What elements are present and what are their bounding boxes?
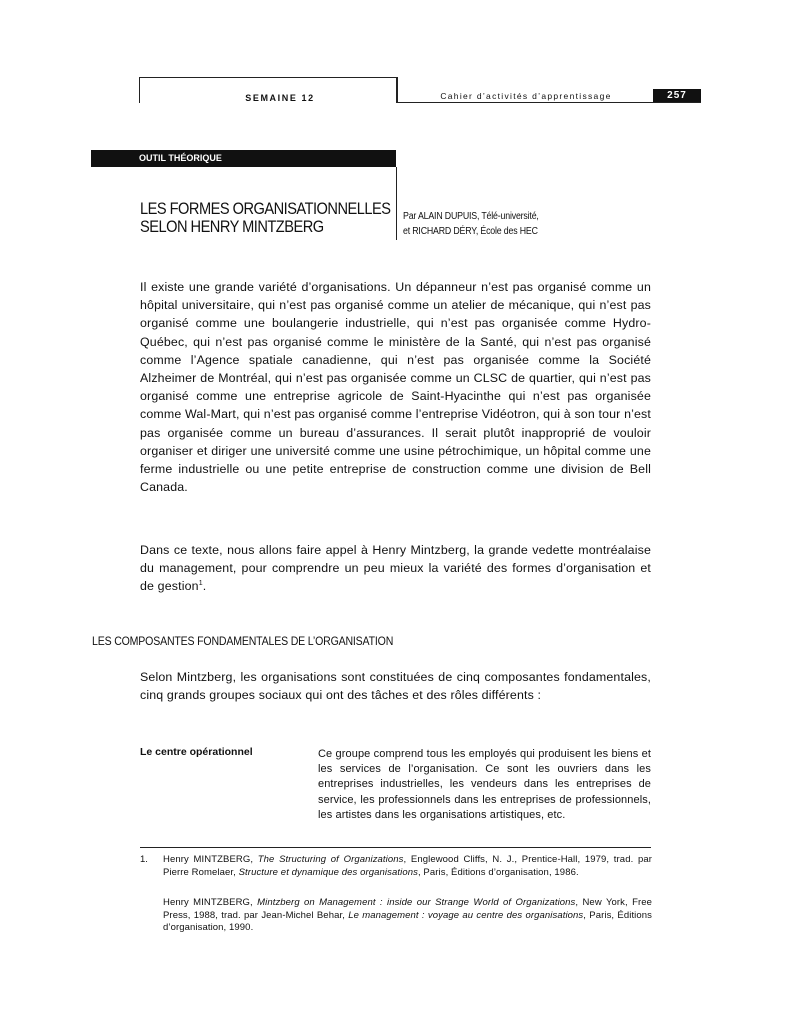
fn2-translated-title: Le management : voyage au centre des organisations xyxy=(348,909,584,921)
fn1-author: Henry MINTZBERG, xyxy=(163,854,258,865)
article-title xyxy=(140,199,391,236)
fn2-author: Henry MINTZBERG, xyxy=(163,897,258,908)
header-divider xyxy=(396,77,398,103)
definition-text: Ce groupe comprend tous les employés qui produisent les biens et les services de l’organisation. Ce sont les ouvriers dans les entreprises industrielles, les vendeurs dans les entreprises de service, les professionnels dans les entreprises de professionnels, les artistes dans les organisations artistiques, etc. xyxy=(318,748,651,821)
footnote-reference-2 xyxy=(163,897,652,935)
section-bar-label: OUTIL THÉORIQUE xyxy=(139,153,222,163)
footnote-marker: 1. xyxy=(140,854,148,865)
paragraph-2-end: . xyxy=(202,579,207,594)
byline-line-1: Par ALAIN DUPUIS, Télé-université, xyxy=(403,211,539,222)
book-title: Cahier d’activités d’apprentissage xyxy=(440,91,612,101)
fn2-end: , Paris, Éditions d’organisation, 1990. xyxy=(163,909,653,934)
section-subheading: LES COMPOSANTES FONDAMENTALES DE L’ORGANISATION xyxy=(92,634,394,648)
paragraph-1: Il existe une grande variété d’organisations. Un dépanneur n’est pas organisé comme un hôpital universitaire, qui n’est pas organisé comme un atelier de mécanique, qui n’est pas organisé comme une boulangerie industrielle, qui n’est pas organisée comme Hydro-Québec, qui n’est pas organisé comme le ministère de la Santé, qui n’est pas organisé comme l’Agence spatiale canadienne, qui n’est pas organisée comme la Société Alzheimer de Montréal, qui n’est pas organisée comme un CLSC de quartier, qui n’est pas organisé comme une entreprise agricole de Saint-Hyacinthe qui n’est pas organisée comme Wal-Mart, qui n’est pas organisé comme l’entreprise Vidéotron, qui à son tour n’est pas organisée comme un bureau d’assurances. Il serait plutôt inapproprié de vouloir organiser et diriger une université comme une usine pétrochimique, un hôpital comme une ferme industrielle ou une petite entreprise de construction comme une division de Bell Canada. xyxy=(140,280,651,495)
paragraph-2-text: Dans ce texte, nous allons faire appel à Henry Mintzberg, la grande vedette montréalaise du management, pour comprendre un peu mieux la variété des formes d’organisation et de gestion xyxy=(140,543,651,594)
fn1-mid: , Englewood Cliffs, N. J., Prentice-Hall, 1979, trad. par Pierre Romelaer, xyxy=(163,854,653,878)
article-title-line-1: LES FORMES ORGANISATIONNELLES xyxy=(140,199,391,218)
definition-term: Le centre opérationnel xyxy=(140,746,253,758)
page-number: 257 xyxy=(653,89,701,102)
week-label: SEMAINE 12 xyxy=(245,93,315,103)
article-title-line-2: SELON HENRY MINTZBERG xyxy=(140,217,324,236)
footnote-reference-1 xyxy=(163,854,652,879)
fn1-translated-title: Structure et dynamique des organisations xyxy=(238,866,418,878)
fn1-title: The Structuring of Organizations xyxy=(257,854,404,865)
paragraph-2 xyxy=(140,541,651,596)
footnote-rule xyxy=(140,847,651,848)
section-bar xyxy=(91,150,396,167)
paragraph-3: Selon Mintzberg, les organisations sont constituées de cinq composantes fondamentales, cinq grands groupes sociaux qui ont des tâches et des rôles différents : xyxy=(140,670,651,703)
byline-line-2: et RICHARD DÉRY, École des HEC xyxy=(403,226,538,237)
header-bottom-rule xyxy=(398,102,701,103)
byline xyxy=(403,209,539,239)
fn1-end: , Paris, Éditions d’organisation, 1986. xyxy=(417,866,579,878)
title-divider xyxy=(396,167,397,240)
footnote-reference: 1 xyxy=(198,580,203,588)
fn2-title: Mintzberg on Management : inside our Strange World of Organizations xyxy=(257,897,576,908)
fn2-mid: , New York, Free Press, 1988, trad. par Jean-Michel Behar, xyxy=(163,897,653,921)
